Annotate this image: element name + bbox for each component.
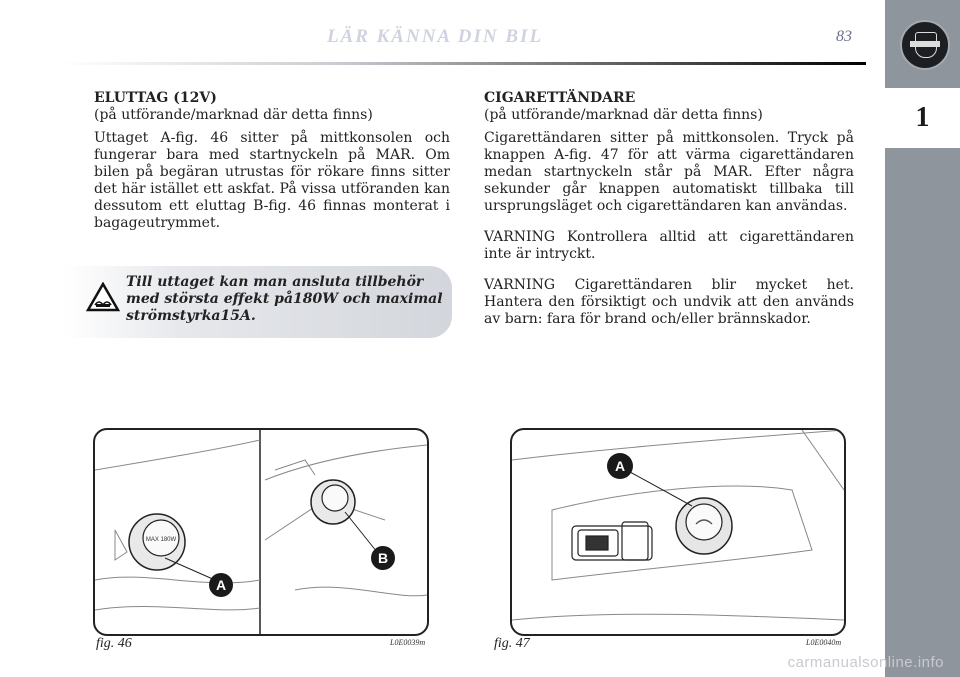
header-rule	[60, 62, 866, 65]
lancia-logo-icon	[900, 20, 950, 70]
svg-text:A: A	[614, 458, 626, 474]
watermark: carmanualsonline.info	[787, 654, 944, 671]
label-a-fig47	[607, 453, 633, 479]
cigarettandare-subheading: (på utförande/marknad där detta finns)	[484, 107, 763, 123]
fig-46-caption: fig. 46	[96, 636, 132, 651]
chapter-tab: 1	[885, 88, 960, 148]
warning-triangle-icon	[86, 282, 120, 312]
warning-text: Till uttaget kan man ansluta tillbehör med största effekt på180W och maximal strömstyrka15A.	[126, 274, 443, 324]
page-header-title: LÄR KÄNNA DIN BIL	[326, 26, 544, 47]
left-column	[94, 90, 450, 232]
figure-47	[510, 428, 846, 636]
power-socket-b-icon	[311, 480, 355, 524]
label-b-fig46	[371, 546, 395, 570]
cigarette-lighter-icon	[676, 498, 732, 554]
warning-box	[64, 266, 452, 338]
cigarettandare-heading: CIGARETTÄNDARE	[484, 90, 636, 106]
eluttag-subheading: (på utförande/marknad där detta finns)	[94, 107, 373, 123]
fig-47-code: L0E0040m	[806, 638, 842, 647]
eluttag-heading: ELUTTAG (12V)	[94, 90, 217, 106]
eluttag-paragraph: Uttaget A-fig. 46 sitter på mittkonsolen och fungerar bara med startnyckeln på MAR. Om bilen på begäran utrustas för rökare finns sitter det här istället ett askfat. På vissa utföranden kan dessutom ett eluttag B-fig. 46 finnas monterat i bagageutrymmet.	[94, 130, 450, 231]
svg-text:A: A	[215, 577, 227, 593]
figure-46	[93, 428, 429, 636]
switch-panel-icon	[572, 522, 652, 560]
fig-46-code: L0E0039m	[390, 638, 426, 647]
label-a-fig46	[209, 573, 233, 597]
svg-text:B: B	[377, 550, 389, 566]
cigarettandare-paragraph: Cigarettändaren sitter på mittkonsolen. Tryck på knappen A-fig. 47 för att värma cigarettändaren medan startnyckeln står på MAR. Efter några sekunder går knappen automatiskt tillbaka till ursprungsläget och cigarettändaren kan användas.	[484, 130, 854, 214]
socket-rating-text: MAX 180W	[145, 537, 177, 543]
page-number: 83	[836, 28, 852, 45]
fig-47-caption: fig. 47	[494, 636, 530, 651]
right-column	[484, 90, 854, 328]
warning-paragraph-1: VARNING Kontrollera alltid att cigarettändaren inte är intryckt.	[484, 229, 854, 262]
warning-paragraph-2: VARNING Cigarettändaren blir mycket het. Hantera den försiktigt och undvik att den används av barn: fara för brand och/eller brännskador.	[484, 277, 854, 327]
power-socket-a-icon	[129, 514, 185, 570]
